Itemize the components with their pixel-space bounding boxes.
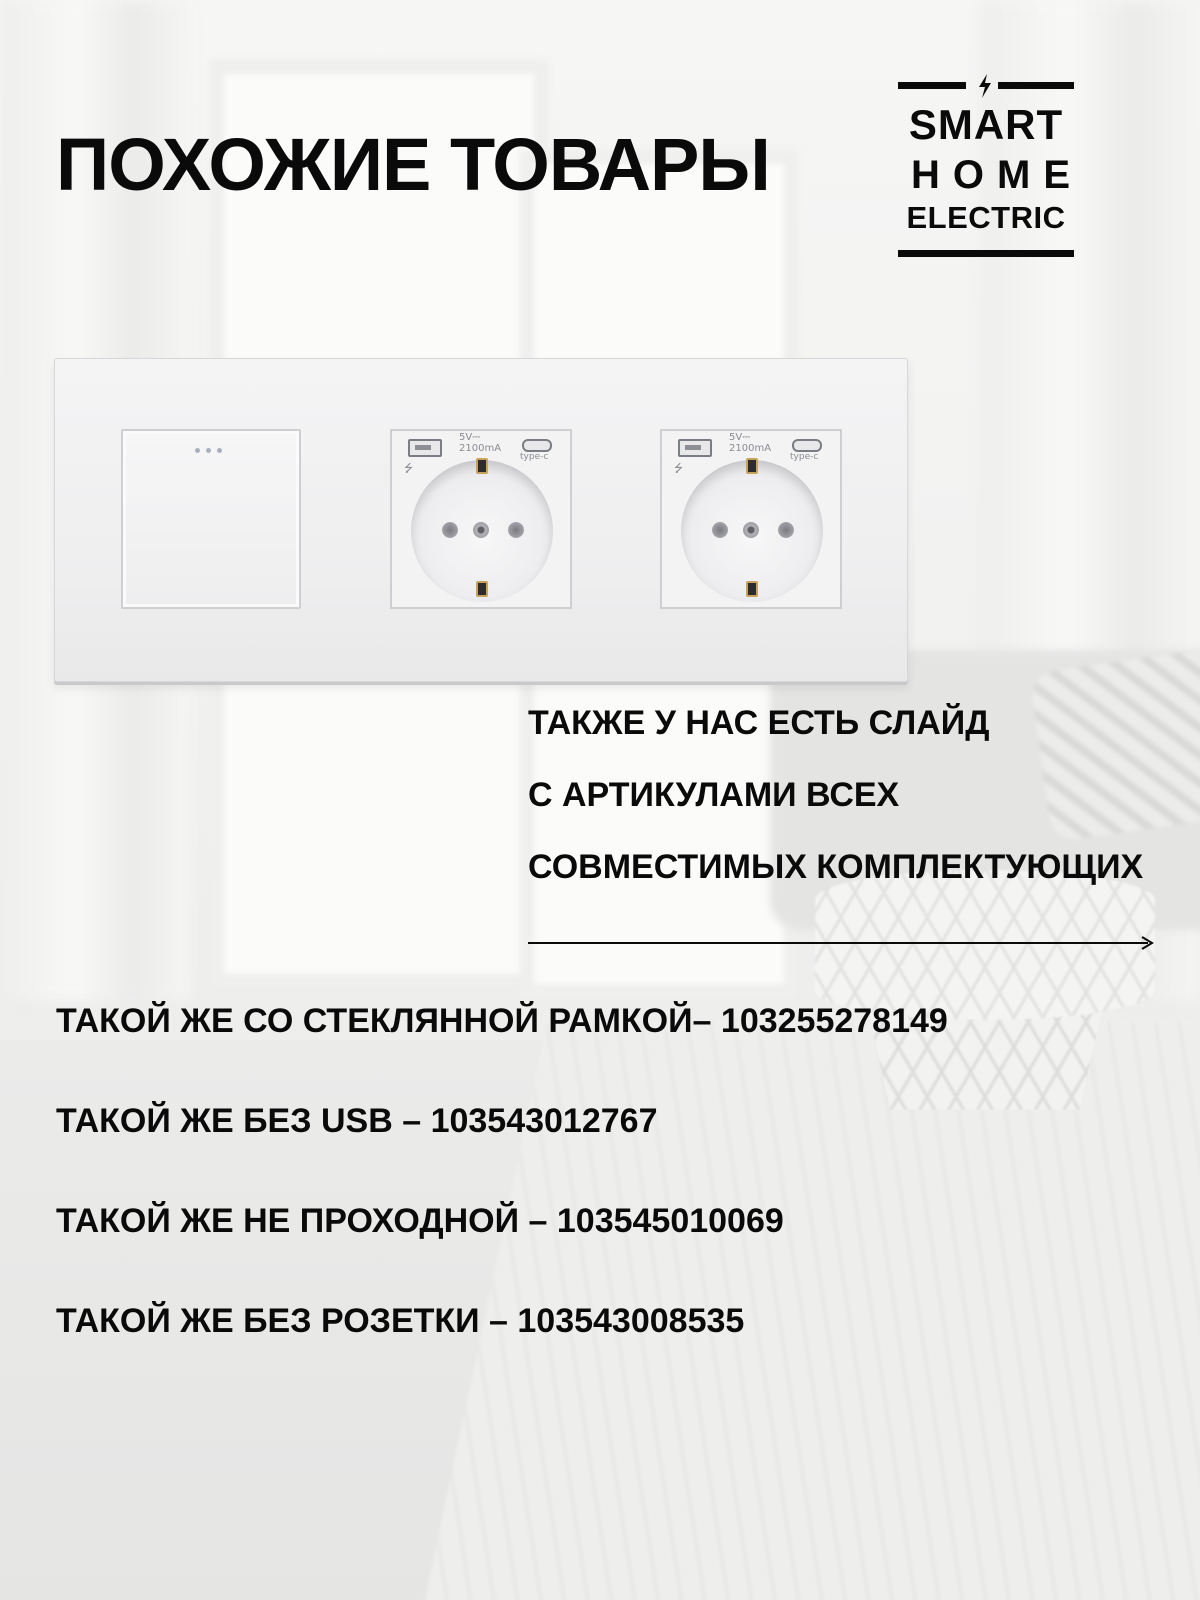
list-item: ТАКОЙ ЖЕ НЕ ПРОХОДНОЙ – 103545010069 (56, 1202, 784, 1240)
center-screw-icon (743, 522, 759, 538)
earth-contact-top (746, 458, 758, 474)
pin-hole-left (712, 522, 728, 538)
socket-voltage-label: 5V⎓ (729, 432, 751, 443)
schuko-socket-outlet (681, 460, 823, 602)
list-item: ТАКОЙ ЖЕ БЕЗ USB – 103543012767 (56, 1102, 658, 1140)
switch-indicator-dots (195, 448, 222, 453)
note-line: ТАКЖЕ У НАС ЕСТЬ СЛАЙД (528, 704, 990, 742)
logo-top-bar-left (898, 82, 966, 89)
socket-voltage-label: 5V⎓ (459, 432, 481, 443)
usb-c-port-icon (792, 439, 822, 452)
background-pillow (1029, 648, 1200, 843)
list-item: ТАКОЙ ЖЕ СО СТЕКЛЯННОЙ РАМКОЙ– 103255278149 (56, 1002, 948, 1040)
usb-a-port-icon (408, 439, 442, 457)
earth-contact-top (476, 458, 488, 474)
pin-hole-right (778, 522, 794, 538)
logo-word-home: HOME (911, 153, 1083, 197)
light-switch-key (121, 429, 301, 609)
pin-hole-right (508, 522, 524, 538)
usb-a-port-icon (678, 439, 712, 457)
arrow-right-icon (528, 936, 1158, 952)
socket-current-label: 2100mA (729, 443, 772, 454)
schuko-socket-outlet (411, 460, 553, 602)
brand-logo (898, 82, 1083, 258)
center-screw-icon (473, 522, 489, 538)
earth-contact-bottom (746, 581, 758, 597)
socket-type-c-label: type-c (520, 452, 549, 462)
logo-bottom-bar (898, 250, 1074, 257)
logo-top-bar-right (998, 82, 1074, 89)
lightning-bolt-icon (976, 74, 994, 98)
list-item: ТАКОЙ ЖЕ БЕЗ РОЗЕТКИ – 103543008535 (56, 1302, 745, 1340)
usb-power-socket (660, 429, 842, 609)
usb-c-port-icon (522, 439, 552, 452)
pin-hole-left (442, 522, 458, 538)
usb-symbol-icon: ⭍ (404, 462, 414, 475)
product-triple-frame (54, 358, 908, 682)
logo-word-electric: ELECTRIC (906, 200, 1066, 235)
note-line: С АРТИКУЛАМИ ВСЕХ (528, 776, 900, 814)
earth-contact-bottom (476, 581, 488, 597)
usb-symbol-icon: ⭍ (674, 462, 684, 475)
socket-type-c-label: type-c (790, 452, 819, 462)
note-line: СОВМЕСТИМЫХ КОМПЛЕКТУЮЩИХ (528, 848, 1144, 886)
usb-power-socket (390, 429, 572, 609)
page-title: ПОХОЖИЕ ТОВАРЫ (56, 123, 770, 206)
socket-current-label: 2100mA (459, 443, 502, 454)
logo-word-smart: SMART (908, 101, 1064, 148)
